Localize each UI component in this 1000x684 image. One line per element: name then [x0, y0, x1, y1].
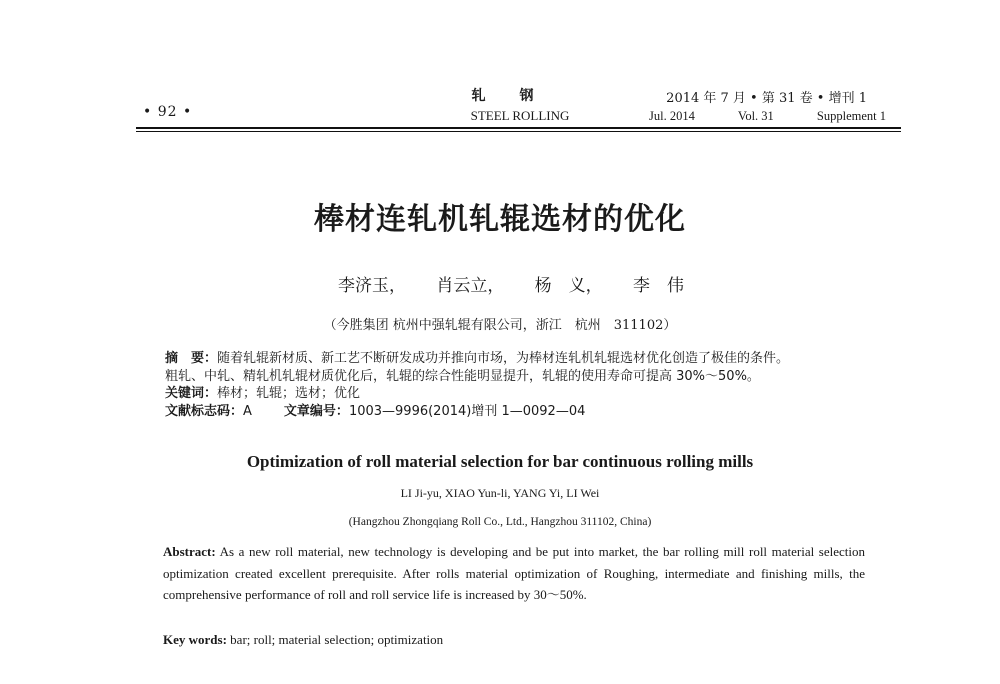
- issue-month: Jul. 2014: [649, 109, 695, 123]
- classification-label: 文献标志码：: [165, 403, 244, 419]
- english-title: Optimization of roll material selection for bar continuous rolling mills: [246, 452, 754, 471]
- english-authors: LI Ji-yu, XIAO Yun-li, YANG Yi, LI Wei: [400, 486, 600, 500]
- article-number-label: 文章编号：: [283, 403, 349, 419]
- abstract-cn-line2: 粗轧、中轧、精轧机轧辊材质优化后，轧辊的综合性能明显提升，轧辊的使用寿命可提高 30%～50%。: [165, 368, 760, 384]
- running-header: [0, 0, 1000, 140]
- header-rule-thick: [136, 127, 901, 129]
- issue-info-en: [649, 109, 886, 124]
- author: 杨 义，: [534, 276, 603, 296]
- issue-info-cn: 2014 年 7 月 • 第 31 卷 • 增刊 1: [666, 91, 867, 106]
- keywords-cn-text: 棒材；轧辊；选材；优化: [217, 386, 361, 401]
- author: 肖云立，: [436, 276, 505, 296]
- english-abstract-text: As a new roll material, new technology is developing and be put into market, the bar rolling mill roll material selection optimization created excellent prerequisite. After rolls material optimization of Roughing, intermediate and finishing mills, the comprehensive performance of roll and roll service life is increased by 30～50%.: [163, 544, 865, 602]
- article-number-value: 1003—9996(2014)增刊 1—0092—04: [348, 403, 586, 419]
- abstract-cn-block: [165, 350, 865, 420]
- english-keywords-text: bar; roll; material selection; optimization: [230, 632, 444, 647]
- english-abstract: [163, 541, 865, 606]
- abstract-cn: [165, 350, 865, 368]
- english-keywords: [163, 632, 865, 648]
- author: 李济玉，: [338, 276, 406, 296]
- affiliation: （今胜集团 杭州中强轧辊有限公司，浙江 杭州 311102）: [323, 318, 677, 333]
- journal-name-en: STEEL ROLLING: [470, 108, 570, 123]
- abstract-cn-label: 摘 要：: [165, 351, 218, 366]
- header-rule-thin: [136, 131, 901, 132]
- abstract-cn-line1: 随着轧辊新材质、新工艺不断研发成功并推向市场，为棒材连轧机轧辊选材优化创造了极佳的条件。: [217, 351, 790, 366]
- english-affiliation: (Hangzhou Zhongqiang Roll Co., Ltd., Hangzhou 311102, China): [348, 516, 652, 528]
- english-keywords-label: Key words:: [163, 632, 227, 647]
- keywords-cn: [165, 385, 865, 403]
- author: 李 伟: [632, 276, 684, 296]
- journal-name-cn: 轧钢: [471, 88, 568, 104]
- page-number: • 92 •: [143, 104, 193, 120]
- keywords-cn-label: 关键词：: [165, 386, 218, 401]
- classification-value: A: [243, 403, 252, 419]
- paper-title: 棒材连轧机轧辊选材的优化: [314, 202, 686, 237]
- issue-supplement: Supplement 1: [816, 109, 886, 123]
- classification-line: [165, 403, 865, 421]
- author-list: [338, 271, 684, 296]
- english-abstract-label: Abstract:: [163, 544, 216, 559]
- issue-volume: Vol. 31: [737, 109, 774, 123]
